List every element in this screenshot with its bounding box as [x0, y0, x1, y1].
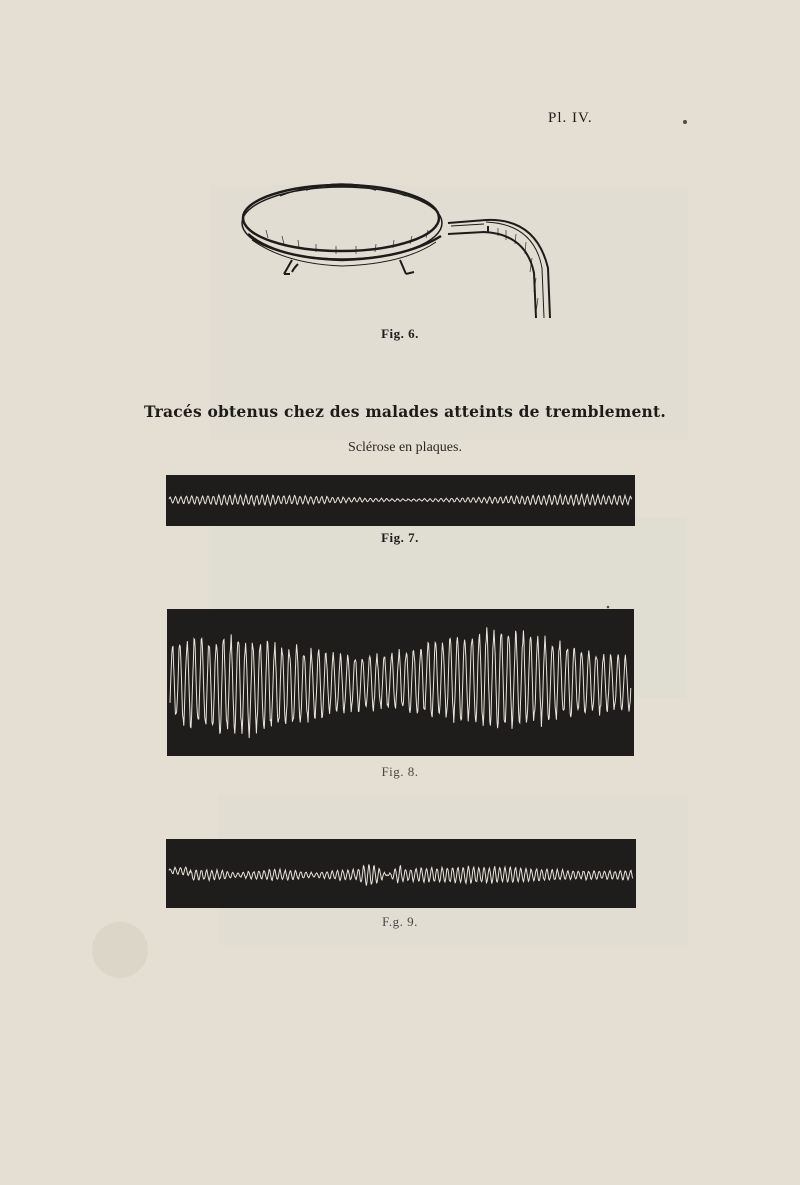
fig6-illustration [236, 168, 566, 324]
fig9-tremor-line [169, 864, 633, 885]
section-subheading: Sclérose en plaques. [348, 440, 462, 455]
fig9-caption: F.g. 9. [382, 914, 418, 929]
fig8-tremor-line [170, 627, 631, 738]
section-heading: Tracés obtenus chez des malades atteints de tremblement. [144, 402, 666, 421]
fig8-trace [167, 609, 634, 756]
fig7-trace [166, 475, 635, 526]
fig9-trace [166, 839, 636, 908]
fig8-caption: Fig. 8. [381, 764, 419, 779]
fig7-tremor-line [169, 494, 632, 505]
plate-number: Pl. IV. [548, 110, 593, 126]
fig7-caption: Fig. 7. [381, 530, 419, 545]
fig6-caption: Fig. 6. [381, 326, 419, 341]
